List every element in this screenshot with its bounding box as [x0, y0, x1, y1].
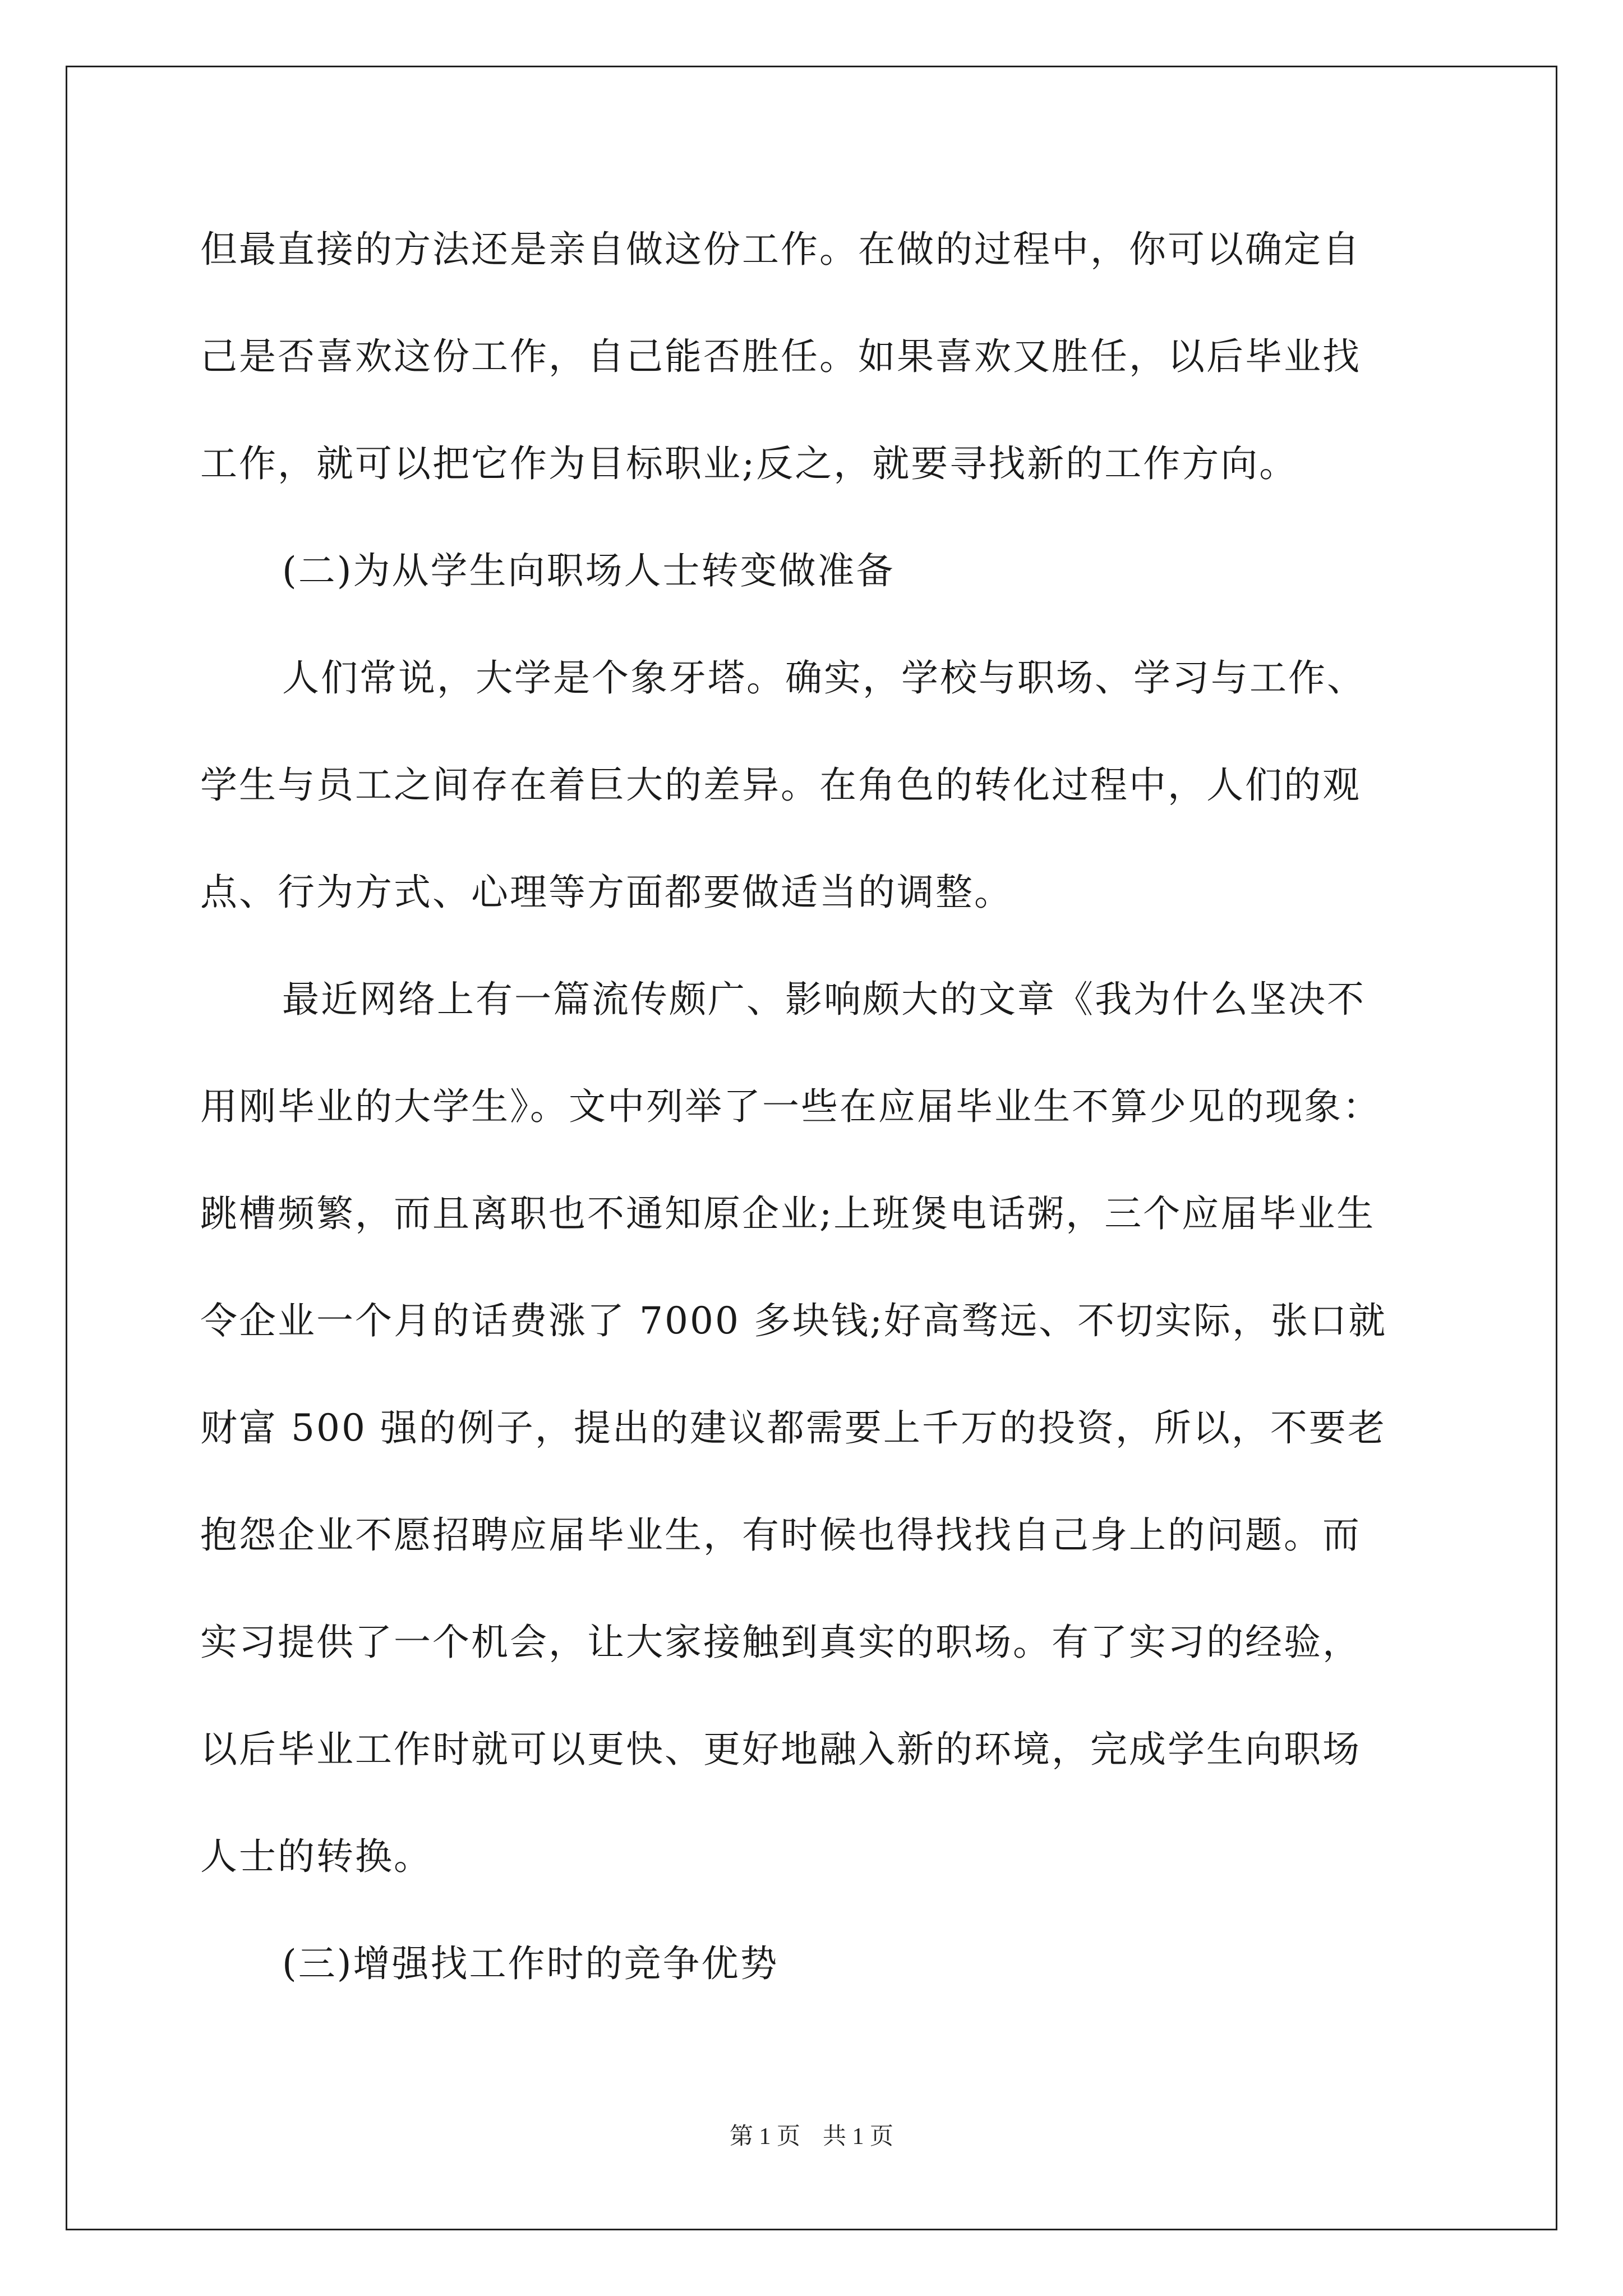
text-line: 人士的转换。 [200, 1835, 432, 1878]
text-line: 跳槽频繁，而且离职也不通知原企业;上班煲电话粥，三个应届毕业生 [200, 1192, 1376, 1235]
text-line: 己是否喜欢这份工作，自己能否胜任。如果喜欢又胜任，以后毕业找 [200, 335, 1361, 378]
text-line: 点、行为方式、心理等方面都要做适当的调整。 [200, 871, 1013, 914]
page-number: 第 1 页 [729, 2124, 800, 2150]
text-line: 财富 500 强的例子，提出的建议都需要上千万的投资，所以，不要老 [200, 1406, 1386, 1450]
text-line: 工作，就可以把它作为目标职业;反之，就要寻找新的工作方向。 [200, 442, 1298, 485]
text-line: 人们常说，大学是个象牙塔。确实，学校与职场、学习与工作、 [282, 656, 1366, 700]
text-line: 最近网络上有一篇流传颇广、影响颇大的文章《我为什么坚决不 [282, 978, 1366, 1021]
text-line: (三)增强找工作时的竞争优势 [282, 1942, 779, 1985]
text-line: 但最直接的方法还是亲自做这份工作。在做的过程中，你可以确定自 [200, 228, 1361, 271]
text-line: 用刚毕业的大学生》。文中列举了一些在应届毕业生不算少见的现象： [200, 1085, 1381, 1128]
text-line: 实习提供了一个机会，让大家接触到真实的职场。有了实习的经验， [200, 1621, 1361, 1664]
document-body [200, 210, 1428, 2032]
text-line: 抱怨企业不愿招聘应届毕业生，有时候也得找找自己身上的问题。而 [200, 1513, 1361, 1557]
page-footer [0, 2118, 1623, 2151]
text-line: (二)为从学生向职场人士转变做准备 [282, 549, 895, 592]
text-line: 以后毕业工作时就可以更快、更好地融入新的环境，完成学生向职场 [200, 1728, 1361, 1771]
page-total: 共 1 页 [823, 2124, 894, 2150]
text-line: 令企业一个月的话费涨了 7000 多块钱;好高骛远、不切实际，张口就 [200, 1299, 1387, 1342]
text-line: 学生与员工之间存在着巨大的差异。在角色的转化过程中，人们的观 [200, 763, 1361, 807]
